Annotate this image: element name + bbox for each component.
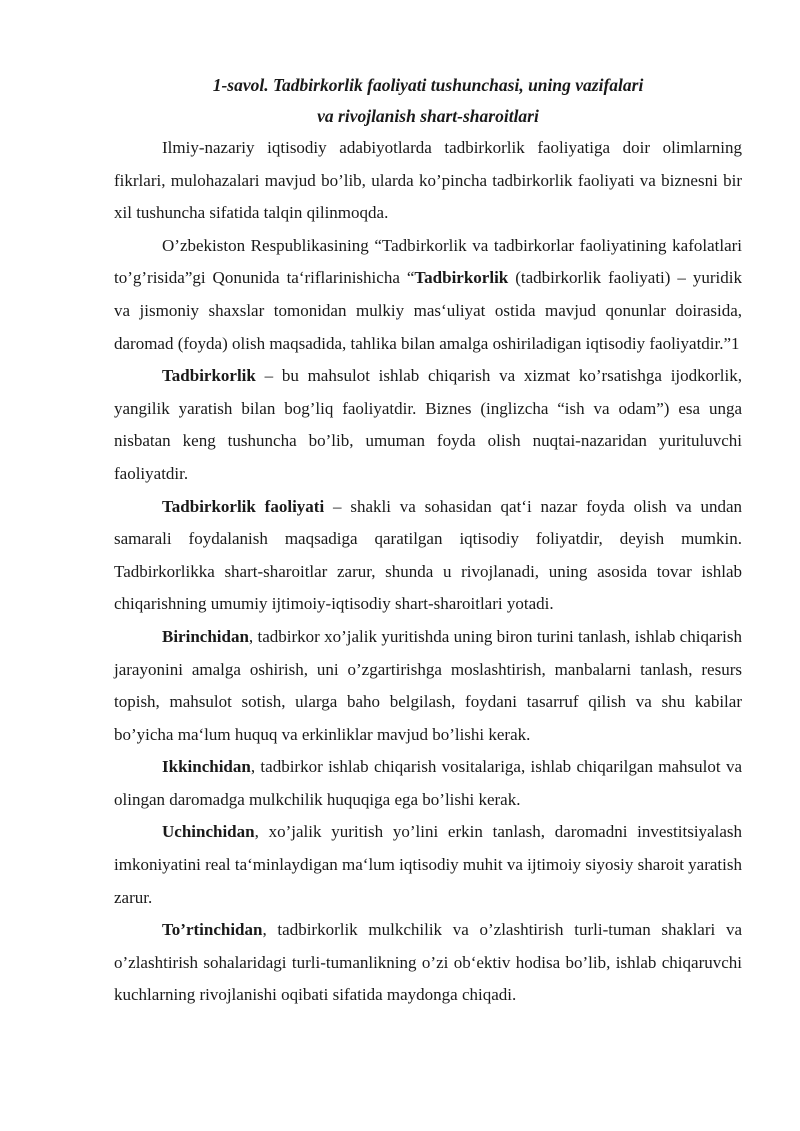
paragraph-3-term: Tadbirkorlik bbox=[162, 366, 256, 386]
paragraph-5-term: Birinchidan bbox=[162, 626, 249, 646]
paragraph-6-text: , tadbirkor ishlab chiqarish vositalariga, ishlab chiqarilgan mahsulot va olingan daromadga mulkchilik huquqiga ega bo’lishi kerak. bbox=[114, 757, 742, 809]
paragraph-6 bbox=[114, 751, 742, 816]
paragraph-7-term: Uchinchidan bbox=[162, 822, 255, 842]
paragraph-4-term: Tadbirkorlik faoliyati bbox=[162, 496, 325, 516]
paragraph-5-text: , tadbirkor xo’jalik yuritishda uning biron turini tanlash, ishlab chiqarish jarayonini amalga oshirish, uni o’zgartirishga moslashtirish, manbalarni tanlash, resurs topish, mahsulot sotish, ularga baho belgilash, foydani tasarruf qilish va shu kabilar bo’yicha ma‘lum huquq va erkinliklar mavjud bo’lishi kerak. bbox=[114, 626, 742, 744]
paragraph-3-text: – bu mahsulot ishlab chiqarish va xizmat ko’rsatishga ijodkorlik, yangilik yaratish bilan bog’liq faoliyatdir. Biznes (inglizcha “ish va odam”) esa unga nisbatan keng tushuncha bo’lib, umuman foyda olish nuqtai-nazaridan yurituluvchi faoliyatdir. bbox=[114, 366, 742, 483]
paragraph-6-term: Ikkinchidan bbox=[162, 757, 251, 777]
paragraph-7 bbox=[114, 816, 742, 914]
document-page bbox=[114, 70, 742, 1012]
paragraph-4 bbox=[114, 491, 742, 621]
paragraph-2-text-a: O’zbekiston Respublikasining “Tadbirkorlik va tadbirkorlar faoliyatining kafolatlari to’g’risida”gi Qonunida ta‘riflarinishicha “ bbox=[114, 235, 742, 288]
paragraph-1 bbox=[114, 132, 742, 230]
paragraph-3 bbox=[114, 360, 742, 490]
paragraph-2-text-b: (tadbirkorlik faoliyati) – yuridik va jismoniy shaxslar tomonidan mulkiy mas‘uliyat ostida mavjud qonunlar doirasida, daromad (foyda) olish maqsadida, tahlika bilan amalga oshiriladigan iqtisodiy faoliyatdir.”1 bbox=[114, 268, 742, 353]
paragraph-8 bbox=[114, 914, 742, 1012]
paragraph-8-term: To’rtinchidan bbox=[162, 920, 263, 940]
paragraph-1-text: Ilmiy-nazariy iqtisodiy adabiyotlarda tadbirkorlik faoliyatiga doir olimlarning fikrlari, mulohazalari mavjud bo’lib, ularda ko’pincha tadbirkorlik faoliyati va biznesni bir xil tushuncha sifatida talqin qilinmoqda. bbox=[114, 138, 742, 223]
paragraph-8-text: , tadbirkorlik mulkchilik va o’zlashtirish turli-tuman shaklari va o’zlashtirish sohalaridagi turli-tumanlikning o’zi ob‘ektiv hodisa bo’lib, ishlab chiqaruvchi kuchlarning rivojlanishi oqibati sifatida maydonga chiqadi. bbox=[114, 920, 742, 1005]
paragraph-7-text: , xo’jalik yuritish yo’lini erkin tanlash, daromadni investitsiyalash imkoniyatini real ta‘minlaydigan ma‘lum iqtisodiy muhit va ijtimoiy siyosiy sharoit yaratish zarur. bbox=[114, 822, 742, 907]
section-title-line1: 1-savol. Tadbirkorlik faoliyati tushunchasi, uning vazifalari bbox=[212, 75, 644, 95]
paragraph-2 bbox=[114, 230, 742, 360]
paragraph-2-term: Tadbirkorlik bbox=[414, 268, 509, 288]
paragraph-4-text: – shakli va sohasidan qat‘i nazar foyda olish va undan samarali foydalanish maqsadiga qaratilgan iqtisodiy foliyatdir, deyish mumkin. Tadbirkorlikka shart-sharoitlar zarur, shunda u rivojlanadi, uning asosida tovar ishlab chiqarishning umumiy ijtimoiy-iqtisodiy shart-sharoitlari yotadi. bbox=[114, 496, 742, 614]
paragraph-5 bbox=[114, 621, 742, 751]
section-title-line2: va rivojlanish shart-sharoitlari bbox=[317, 106, 539, 126]
